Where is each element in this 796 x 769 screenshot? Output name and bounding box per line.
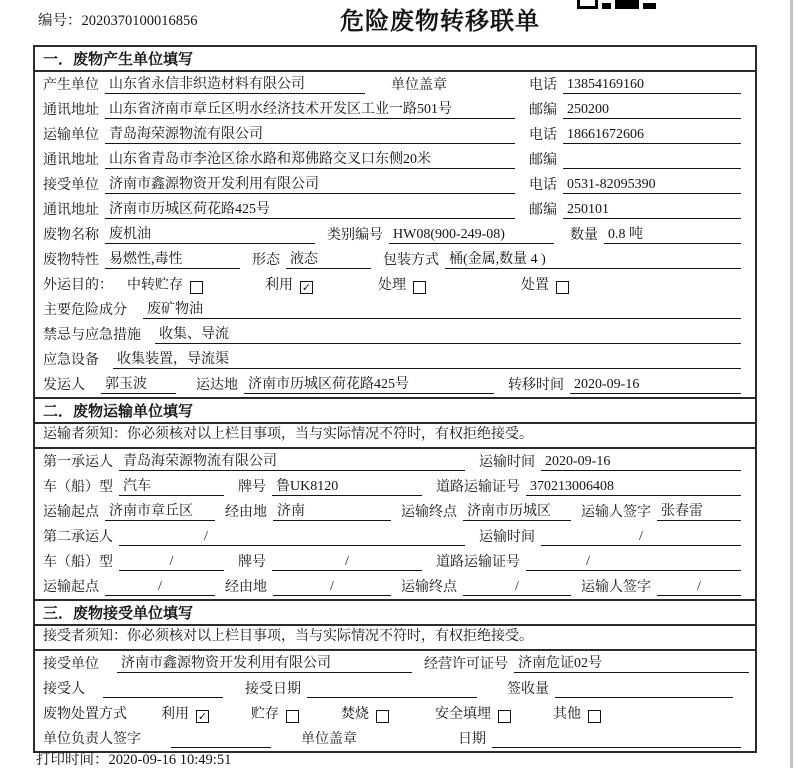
- field-label: 经由地: [225, 580, 267, 595]
- field-value-underline: 汽车: [119, 478, 224, 496]
- page-title: 危险废物转移联单: [340, 9, 540, 35]
- checkbox-label: 处理: [378, 278, 406, 293]
- field-value-underline: 液态: [286, 251, 371, 269]
- field-value-underline: /: [463, 578, 571, 596]
- checkbox-empty-icon: [286, 710, 299, 723]
- stamp-block: [577, 0, 598, 9]
- checkbox-option: [161, 706, 209, 723]
- checkbox-option: [265, 277, 313, 294]
- checkbox-option: [341, 706, 389, 723]
- field-label: 运输单位: [43, 128, 99, 143]
- form-section-3: [35, 599, 755, 751]
- form-row: [35, 701, 755, 726]
- field-value-underline: 废矿物油: [143, 301, 741, 319]
- field-value-underline: /: [105, 578, 215, 596]
- field-value-underline: [307, 697, 477, 698]
- form-row: [35, 322, 755, 347]
- field-label: 车（船）型: [43, 480, 113, 495]
- field-value-underline: 山东省永信非织造材料有限公司: [105, 76, 365, 94]
- checkbox-empty-icon: [588, 710, 601, 723]
- stamp-fragment-icon: [577, 0, 656, 9]
- field-label: 车（船）型: [43, 555, 113, 570]
- field-value-underline: 0531-82095390: [563, 176, 741, 194]
- form-row: [35, 72, 755, 97]
- field-label: 运输人签字: [581, 505, 651, 520]
- field-value-underline: 济南市章丘区: [105, 503, 215, 521]
- field-label: 日期: [458, 732, 486, 747]
- field-value-underline: 济南: [273, 503, 391, 521]
- spacer: [453, 93, 529, 94]
- form-row: [35, 147, 755, 172]
- field-value-underline: /: [119, 553, 224, 571]
- form-row: [35, 372, 755, 397]
- checkbox-label: 贮存: [251, 707, 279, 722]
- form-row: [35, 499, 755, 524]
- field-value-underline: 青岛海荣源物流有限公司: [119, 453, 465, 471]
- field-label: 单位负责人签字: [43, 732, 141, 747]
- section-heading: 一．废物产生单位填写: [35, 47, 755, 72]
- checkbox-option: [251, 706, 299, 723]
- page-edge-line: [790, 0, 793, 768]
- field-label: 类别编号: [327, 228, 383, 243]
- field-label: 通讯地址: [43, 203, 99, 218]
- checkbox-option: [435, 706, 511, 723]
- serial-value: 2020370100016856: [81, 13, 198, 29]
- field-label: 接受日期: [245, 682, 301, 697]
- field-label: 接受单位: [43, 657, 99, 672]
- field-label: 电话: [529, 178, 557, 193]
- form-row: [35, 272, 755, 297]
- field-label: 转移时间: [508, 378, 564, 393]
- form-row: [35, 347, 755, 372]
- checkbox-empty-icon: [413, 281, 426, 294]
- field-value-underline: 济南危证02号: [514, 655, 749, 673]
- checkbox-label: 利用: [161, 707, 189, 722]
- section-heading: 三．废物接受单位填写: [35, 601, 755, 626]
- field-value-underline: 13854169160: [563, 76, 741, 94]
- field-value-underline: 济南市鑫源物资开发利用有限公司: [105, 176, 515, 194]
- checkbox-label: 中转贮存: [127, 278, 183, 293]
- form-row: [35, 676, 755, 701]
- field-label: 废物处置方式: [43, 707, 127, 722]
- checkbox-label: 处置: [521, 278, 549, 293]
- field-value-underline: 济南市历城区: [463, 503, 571, 521]
- field-value-underline: /: [119, 528, 465, 546]
- field-label: 签收量: [507, 682, 549, 697]
- field-label: 主要危险成分: [43, 303, 127, 318]
- checkbox-label: 利用: [265, 278, 293, 293]
- spacer: [363, 747, 458, 748]
- field-value-underline: [555, 697, 733, 698]
- field-label: 应急设备: [43, 353, 99, 368]
- field-label: 通讯地址: [43, 103, 99, 118]
- print-time-label: 打印时间：: [36, 752, 109, 768]
- form-row: [35, 222, 755, 247]
- field-label: 包装方式: [383, 253, 439, 268]
- field-label: 第二承运人: [43, 530, 113, 545]
- field-label: 禁忌与应急措施: [43, 328, 141, 343]
- field-value-underline: /: [541, 528, 741, 546]
- field-value-underline: 250101: [563, 201, 741, 219]
- field-value-underline: 山东省济南市章丘区明水经济技术开发区工业一路501号: [105, 101, 515, 119]
- section-notice: 接受者须知：你必须核对以上栏目事项，当与实际情况不符时，有权拒绝接受。: [35, 626, 755, 651]
- field-value-underline: [492, 747, 741, 748]
- checkbox-empty-icon: [498, 710, 511, 723]
- form-section-2: [35, 397, 755, 599]
- field-value-underline: [563, 168, 741, 169]
- field-label: 道路运输证号: [436, 480, 520, 495]
- checkbox-option: [521, 277, 569, 294]
- field-label: 邮编: [529, 203, 557, 218]
- stamp-block: [602, 3, 611, 9]
- checkbox-label: 安全填埋: [435, 707, 491, 722]
- checkbox-empty-icon: [190, 281, 203, 294]
- field-label: 废物特性: [43, 253, 99, 268]
- field-value-underline: /: [273, 578, 391, 596]
- field-value-underline: 2020-09-16: [570, 376, 741, 394]
- form-row: [35, 549, 755, 574]
- checkbox-label: 焚烧: [341, 707, 369, 722]
- field-label: 电话: [529, 78, 557, 93]
- document-header: [0, 0, 790, 45]
- section-notice: 运输者须知：你必须核对以上栏目事项，当与实际情况不符时，有权拒绝接受。: [35, 424, 755, 449]
- checkbox-empty-icon: [376, 710, 389, 723]
- field-value-underline: 张春雷: [657, 503, 741, 521]
- field-value-underline: 收集、导流: [155, 326, 741, 344]
- field-value-underline: 370213006408: [526, 478, 741, 496]
- static-label: 单位盖章: [391, 78, 447, 93]
- form-row: [35, 449, 755, 474]
- field-label: 牌号: [238, 555, 266, 570]
- form-row: [35, 524, 755, 549]
- field-value-underline: /: [272, 553, 422, 571]
- field-label: 经营许可证号: [424, 657, 508, 672]
- checkbox-label: 其他: [553, 707, 581, 722]
- checkbox-empty-icon: [556, 281, 569, 294]
- field-label: 形态: [252, 253, 280, 268]
- field-label: 接受人: [43, 682, 85, 697]
- field-value-underline: 2020-09-16: [541, 453, 741, 471]
- field-value-underline: HW08(900-249-08): [389, 226, 554, 244]
- field-value-underline: 青岛海荣源物流有限公司: [105, 126, 515, 144]
- form-row: [35, 574, 755, 599]
- field-label: 经由地: [225, 505, 267, 520]
- field-value-underline: 济南市历城区荷花路425号: [244, 376, 494, 394]
- field-label: 运输人签字: [581, 580, 651, 595]
- field-label: 发运人: [43, 378, 85, 393]
- field-value-underline: 桶(金属,数量 4 ): [445, 251, 741, 269]
- field-label: 接受单位: [43, 178, 99, 193]
- section-heading: 二．废物运输单位填写: [35, 399, 755, 424]
- field-label: 运输终点: [401, 505, 457, 520]
- field-value-underline: 18661672606: [563, 126, 741, 144]
- field-label: 运达地: [196, 378, 238, 393]
- field-value-underline: 0.8 吨: [604, 226, 741, 244]
- field-value-underline: 济南市历城区荷花路425号: [105, 201, 515, 219]
- checkbox-checked-icon: ✓: [197, 710, 208, 723]
- field-value-underline: /: [657, 578, 741, 596]
- form-row: [35, 197, 755, 222]
- field-label: 电话: [529, 128, 557, 143]
- print-time-value: 2020-09-16 10:49:51: [108, 752, 232, 768]
- field-label: 数量: [570, 228, 598, 243]
- form-row: [35, 122, 755, 147]
- field-value-underline: 废机油: [105, 226, 315, 244]
- field-label: 外运目的：: [43, 278, 113, 293]
- field-value-underline: 山东省青岛市李沧区徐水路和郑佛路交叉口东侧20米: [105, 151, 515, 169]
- form-section-1: [35, 47, 755, 397]
- checkbox-option: [378, 277, 426, 294]
- field-value-underline: /: [526, 553, 741, 571]
- field-value-underline: 济南市鑫源物资开发利用有限公司: [117, 655, 412, 673]
- field-label: 运输起点: [43, 580, 99, 595]
- field-label: 邮编: [529, 153, 557, 168]
- field-label: 产生单位: [43, 78, 99, 93]
- field-label: 废物名称: [43, 228, 99, 243]
- checkbox-option: [127, 277, 203, 294]
- print-time: [36, 748, 231, 769]
- serial-label: 编号：: [38, 13, 82, 29]
- form-row: [35, 297, 755, 322]
- manifest-form: [33, 45, 757, 753]
- field-label: 运输终点: [401, 580, 457, 595]
- field-value-underline: 收集装置，导流渠: [113, 351, 741, 369]
- stamp-block: [643, 3, 656, 9]
- stamp-block: [615, 0, 639, 9]
- field-value-underline: 郭玉波: [101, 376, 176, 394]
- checkbox-option: [553, 706, 601, 723]
- form-row: [35, 651, 755, 676]
- field-value-underline: 鲁UK8120: [272, 478, 422, 496]
- field-value-underline: [103, 697, 223, 698]
- field-value-underline: 250200: [563, 101, 741, 119]
- static-label: 单位盖章: [301, 732, 357, 747]
- field-label: 邮编: [529, 103, 557, 118]
- field-label: 道路运输证号: [436, 555, 520, 570]
- form-row: [35, 247, 755, 272]
- form-row: [35, 474, 755, 499]
- field-label: 牌号: [238, 480, 266, 495]
- field-label: 第一承运人: [43, 455, 113, 470]
- field-label: 运输时间: [479, 455, 535, 470]
- field-label: 运输时间: [479, 530, 535, 545]
- checkbox-checked-icon: ✓: [301, 281, 312, 294]
- field-value-underline: 易燃性,毒性: [105, 251, 240, 269]
- field-label: 运输起点: [43, 505, 99, 520]
- field-label: 通讯地址: [43, 153, 99, 168]
- form-row: [35, 172, 755, 197]
- form-row: [35, 97, 755, 122]
